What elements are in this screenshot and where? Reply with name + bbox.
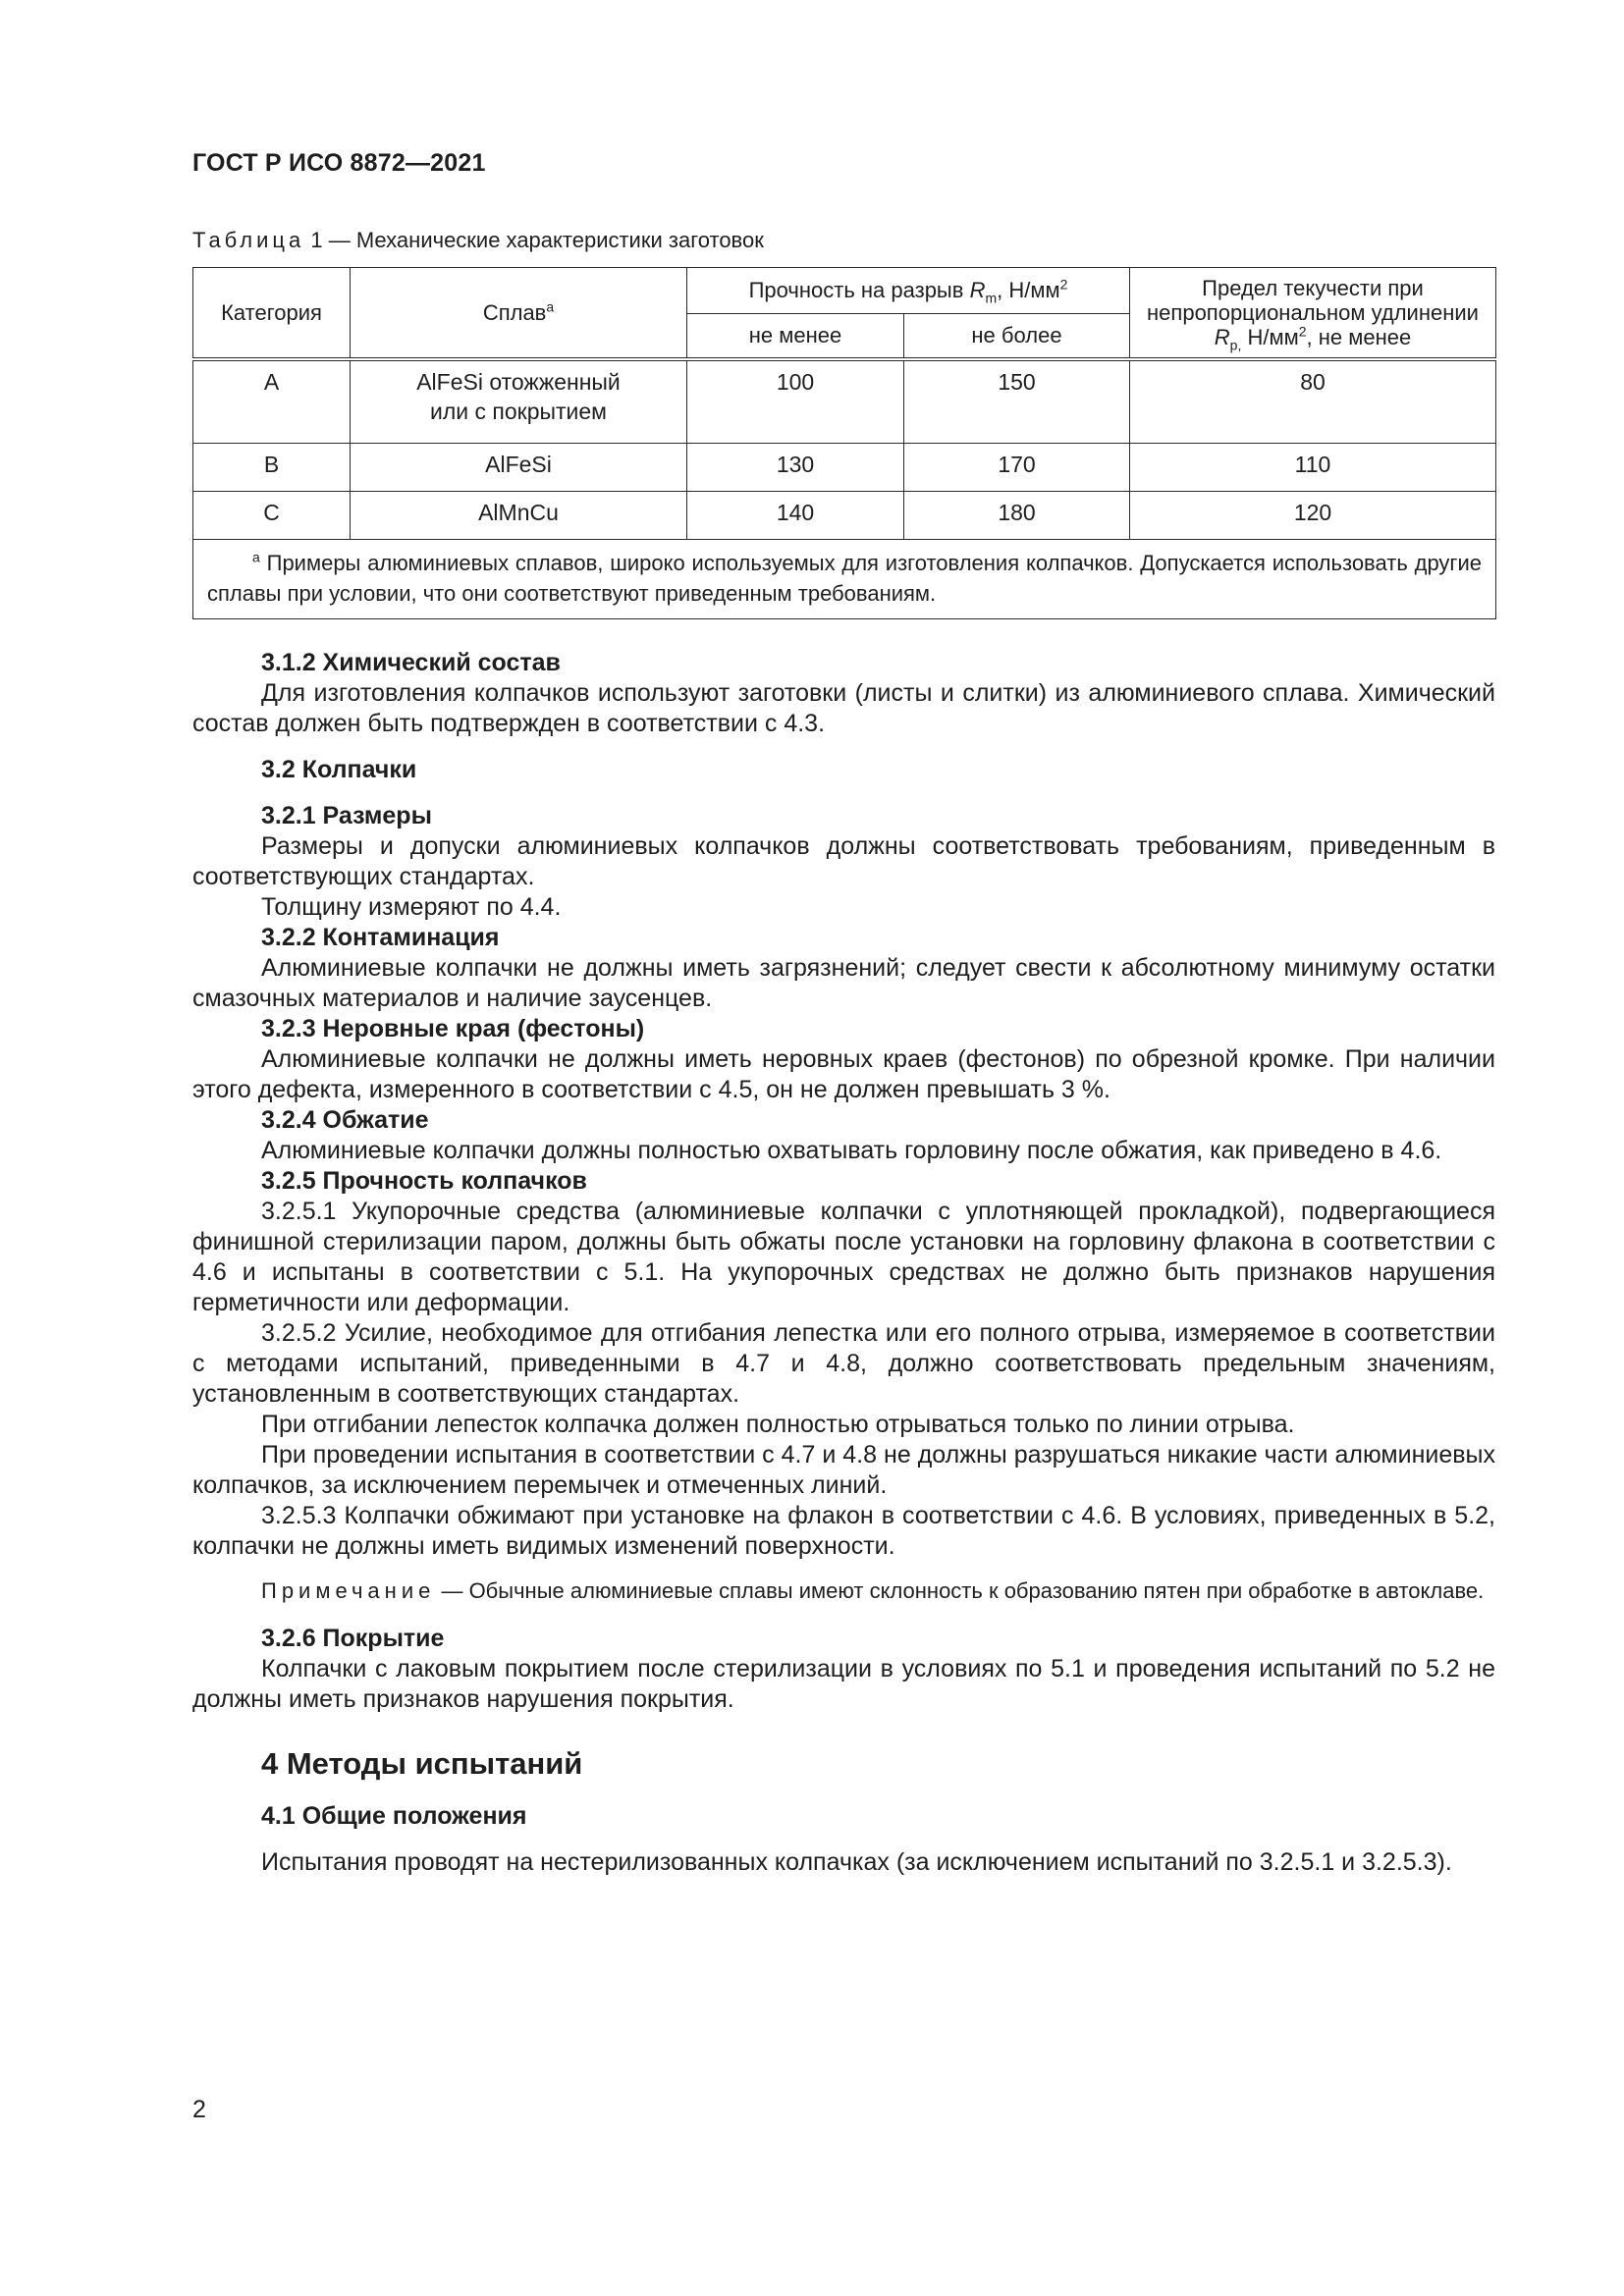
table-footnote-row bbox=[193, 540, 1496, 619]
section-3-1-2-title: 3.1.2 Химический состав bbox=[261, 649, 561, 676]
cell-yield: 110 bbox=[1130, 444, 1496, 492]
section-3-2-3-text: Алюминиевые колпачки не должны иметь неровных краев (фестонов) по обрезной кромке. При наличии этого дефекта, измеренного в соответствии с 4.5, он не должен превышать 3 %. bbox=[192, 1045, 1495, 1103]
section-3-2-1-title: 3.2.1 Размеры bbox=[261, 802, 432, 829]
cell-category: A bbox=[193, 359, 351, 444]
section-3-2-title: 3.2 Колпачки bbox=[261, 756, 417, 783]
cell-alloy: AlFeSi отожженный или с покрытием bbox=[351, 359, 687, 444]
section-3-2-6-text: Колпачки с лаковым покрытием после стерилизации в условиях по 5.1 и проведения испытаний по 5.2 не должны иметь признаков нарушения покрытия. bbox=[192, 1655, 1495, 1713]
section-3-2-6-title: 3.2.6 Покрытие bbox=[261, 1625, 445, 1652]
note bbox=[192, 1575, 1495, 1606]
cell-min: 100 bbox=[687, 359, 904, 444]
page-number: 2 bbox=[192, 2096, 206, 2123]
section-3-2-1-text-2: Толщину измеряют по 4.4. bbox=[261, 893, 562, 921]
header-min: не менее bbox=[687, 314, 904, 360]
section-3-2-4-title: 3.2.4 Обжатие bbox=[261, 1106, 429, 1134]
footnote-text: Примеры алюминиевых сплавов, широко используемых для изготовления колпачков. Допускается использовать другие сплавы при условии, что они соответствуют приведенным требованиям. bbox=[207, 551, 1482, 606]
header-tensile-strength: Прочность на разрыв $R_m$, $Н/мм^2$ bbox=[687, 268, 1130, 314]
header-alloy-footnote-mark: a bbox=[546, 298, 555, 315]
section-3-2-5-3-text: 3.2.5.3 Колпачки обжимают при установке на флакон в соответствии с 4.6. В условиях, приведенных в 5.2, колпачки не должны иметь видимых изменений поверхности. bbox=[192, 1502, 1495, 1560]
section-3-2-5-title: 3.2.5 Прочность колпачков bbox=[261, 1167, 587, 1195]
header-category: Категория bbox=[193, 268, 351, 360]
cell-max: 170 bbox=[904, 444, 1130, 492]
table-caption-word: Таблица bbox=[192, 228, 305, 252]
cell-min: 140 bbox=[687, 492, 904, 540]
section-4-1-title: 4.1 Общие положения bbox=[261, 1802, 527, 1830]
section-3-2-2-text: Алюминиевые колпачки не должны иметь загрязнений; следует свести к абсолютному минимуму остатки смазочных материалов и наличие заусенцев. bbox=[192, 954, 1495, 1012]
body-text bbox=[192, 648, 1495, 1878]
note-word: Примечание bbox=[261, 1578, 436, 1603]
table-caption-text: 1 — Механические характеристики заготовок bbox=[310, 228, 764, 252]
cell-max: 180 bbox=[904, 492, 1130, 540]
cell-yield: 80 bbox=[1130, 359, 1496, 444]
table-row bbox=[193, 492, 1496, 540]
section-4-title: 4 Методы испытаний bbox=[261, 1746, 583, 1781]
cell-max: 150 bbox=[904, 359, 1130, 444]
section-3-2-2-title: 3.2.2 Контаминация bbox=[261, 924, 500, 951]
section-3-2-5-1-text: 3.2.5.1 Укупорочные средства (алюминиевые колпачки с уплотняющей прокладкой), подвергающиеся финишной стерилизации паром, должны быть обжаты после установки на горловину флакона в соответствии с 4.6 и испытаны в соответствии с 5.1. На укупорочных средствах не должно быть признаков нарушения герметичности или деформации. bbox=[192, 1198, 1495, 1316]
table-caption bbox=[192, 228, 764, 253]
section-3-2-3-title: 3.2.3 Неровные края (фестоны) bbox=[261, 1015, 645, 1042]
footnote-mark: a bbox=[252, 549, 260, 565]
section-3-2-5-2-text: 3.2.5.2 Усилие, необходимое для отгибания лепестка или его полного отрыва, измеряемое в соответствии с методами испытаний, приведенными в 4.7 и 4.8, должно соответствовать предельным значениям, установленным в соответствующих стандартах. bbox=[192, 1319, 1495, 1408]
mechanical-properties-table bbox=[192, 267, 1496, 619]
running-header: ГОСТ Р ИСО 8872—2021 bbox=[192, 149, 486, 177]
section-3-2-1-text: Размеры и допуски алюминиевых колпачков должны соответствовать требованиям, приведенным в соответствующих стандартах. bbox=[192, 832, 1495, 890]
cell-category: B bbox=[193, 444, 351, 492]
cell-alloy: AlMnCu bbox=[351, 492, 687, 540]
cell-category: C bbox=[193, 492, 351, 540]
header-yield-strength: Предел текучести при непропорциональном удлинении $R_{p,}$ $Н/мм^2$, не менее bbox=[1130, 268, 1496, 360]
cell-alloy: AlFeSi bbox=[351, 444, 687, 492]
table-footnote bbox=[193, 540, 1496, 619]
header-max: не более bbox=[904, 314, 1130, 360]
section-3-2-4-text: Алюминиевые колпачки должны полностью охватывать горловину после обжатия, как приведено в 4.6. bbox=[261, 1137, 1442, 1164]
header-alloy: Сплав$^a$ bbox=[351, 268, 687, 360]
table-row bbox=[193, 359, 1496, 444]
table-row bbox=[193, 444, 1496, 492]
cell-min: 130 bbox=[687, 444, 904, 492]
section-3-2-5-2-text-3: При проведении испытания в соответствии с 4.7 и 4.8 не должны разрушаться никакие части алюминиевых колпачков, за исключением перемычек и отмеченных линий. bbox=[192, 1441, 1495, 1499]
note-text: — Обычные алюминиевые сплавы имеют склонность к образованию пятен при обработке в автоклаве. bbox=[435, 1578, 1485, 1603]
cell-yield: 120 bbox=[1130, 492, 1496, 540]
section-4-1-text: Испытания проводят на нестерилизованных колпачках (за исключением испытаний по 3.2.5.1 и 3.2.5.3). bbox=[261, 1848, 1452, 1876]
section-3-2-5-2-text-2: При отгибании лепесток колпачка должен полностью отрываться только по линии отрыва. bbox=[261, 1411, 1295, 1438]
section-3-1-2-text: Для изготовления колпачков используют заготовки (листы и слитки) из алюминиевого сплава. Химический состав должен быть подтвержден в соответствии с 4.3. bbox=[192, 679, 1495, 737]
